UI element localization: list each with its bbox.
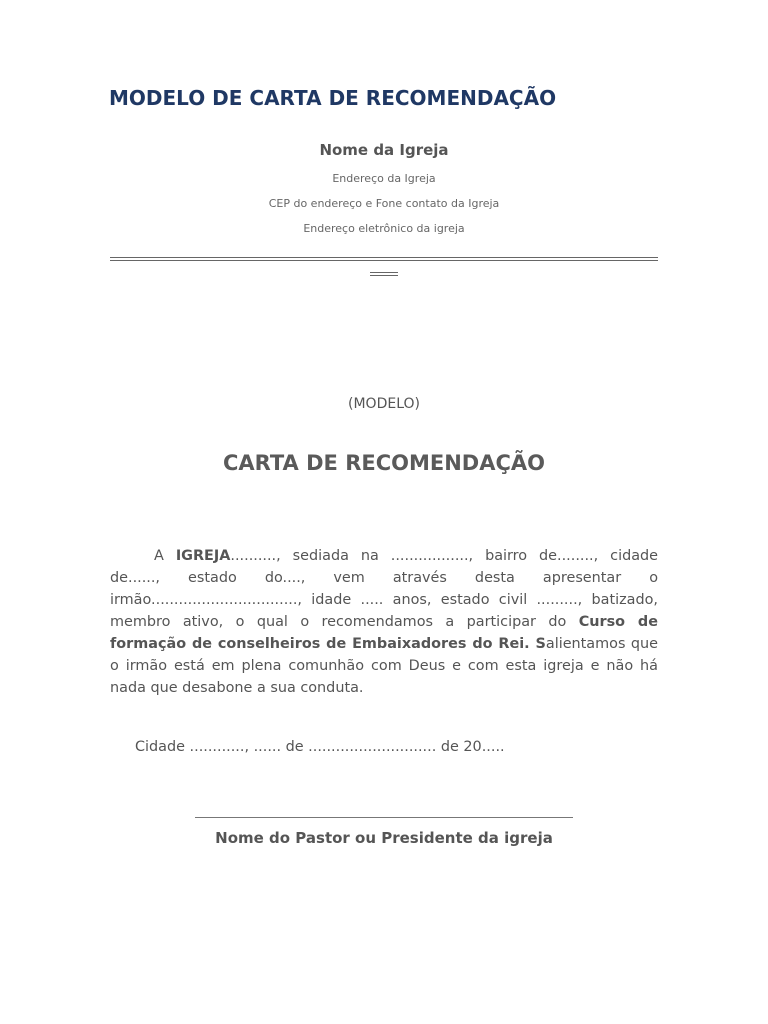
document-heading: MODELO DE CARTA DE RECOMENDAÇÃO	[109, 86, 557, 110]
header-divider	[110, 257, 658, 261]
header-divider-short	[370, 272, 398, 276]
letter-body	[110, 545, 658, 699]
body-part-5: . S	[524, 636, 546, 652]
church-name: Nome da Igreja	[319, 141, 449, 159]
signature-line	[195, 817, 573, 818]
body-part-6: alientamos que o irmão está em plena comunhão com Deus e com esta igreja e não há nada que desabone a sua conduta.	[110, 636, 658, 696]
body-course-name: Curso de formação de conselheiros de Embaixadores do Rei	[110, 614, 658, 652]
model-label: (MODELO)	[348, 396, 420, 412]
body-church-keyword: IGREJA	[175, 548, 231, 564]
body-part-3: .........., sediada na ................., bairro de........, cidade de......, estado do...., vem através desta apresentar o irmão................................, idade ..... anos, estado civil ........., batizado, membro ativo, o qual o recomendamos a participar do	[110, 548, 659, 630]
date-line: Cidade ............, ...... de ............................ de 20.....	[135, 739, 505, 755]
church-address: Endereço da Igreja	[332, 172, 436, 185]
church-cep-phone: CEP do endereço e Fone contato da Igreja	[268, 197, 500, 210]
signature-name: Nome do Pastor ou Presidente da igreja	[215, 829, 553, 847]
body-part-1: A	[154, 548, 176, 564]
letter-title: CARTA DE RECOMENDAÇÃO	[222, 451, 546, 475]
church-email: Endereço eletrônico da igreja	[303, 222, 465, 235]
